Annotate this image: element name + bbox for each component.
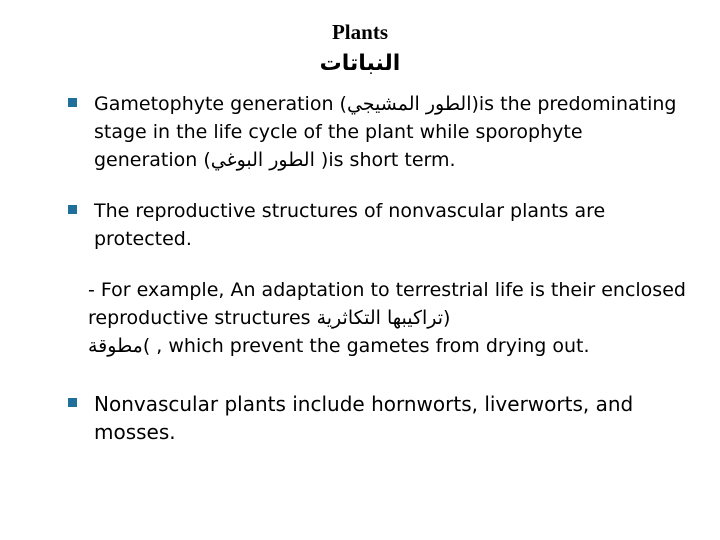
bullet-nonvascular-plants	[68, 390, 688, 446]
bullet-gametophyte	[68, 90, 688, 174]
example-text-part: - For example, An adaptation to terrestrial life is their enclosed reproductive structures	[88, 279, 686, 329]
arabic-term-gametophyte: الطور المشيجي	[346, 93, 472, 115]
bullet-text-part: )is the predominating stage in the life cycle of the plant while sporophyte generation (	[94, 93, 677, 171]
example-text-part: ( , which prevent the gametes from drying out.	[142, 335, 590, 357]
title-arabic: النباتات	[319, 51, 401, 76]
title-english: Plants	[331, 20, 388, 44]
slide-title	[0, 18, 720, 80]
bullet-text-part: Gametophyte generation (	[94, 93, 347, 115]
bullet-square-icon	[68, 398, 77, 407]
bullet-square-icon	[68, 98, 77, 107]
bullet-text	[94, 90, 688, 174]
bullet-text: Nonvascular plants include hornworts, liverworts, and mosses.	[94, 392, 634, 444]
bullet-square-icon	[68, 205, 77, 214]
bullet-reproductive-structures	[68, 197, 688, 253]
arabic-term-reproductive: (تراكيبها التكاثرية	[316, 307, 451, 329]
bullet-text: The reproductive structures of nonvascular plants are protected.	[94, 200, 606, 250]
example-paragraph	[88, 276, 698, 360]
bullet-text-part: )is short term.	[314, 149, 456, 171]
arabic-term-enclosed: مطوقة	[88, 335, 143, 357]
arabic-term-sporophyte: الطور البوغي	[210, 149, 315, 171]
